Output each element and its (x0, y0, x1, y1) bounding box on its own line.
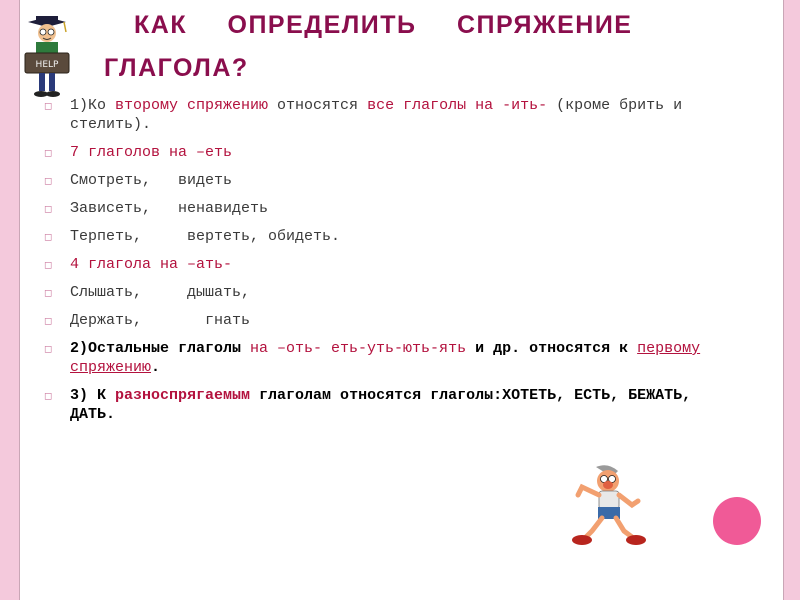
pink-circle-decoration (713, 497, 761, 545)
list-item: ◻ 7 глаголов на –еть (44, 144, 233, 161)
title-line-2: ГЛАГОЛА? (104, 54, 249, 82)
bullet-list (44, 96, 744, 433)
square-bullet-icon: ◻ (44, 288, 53, 299)
list-item: ◻ Смотреть, видеть (44, 172, 233, 189)
list-item: ◻ 3) К разноспрягаемым глаголам относятся глаголы:ХОТЕТЬ, ЕСТЬ, БЕЖАТЬ, ДАТЬ. (44, 387, 692, 423)
square-bullet-icon: ◻ (44, 148, 53, 159)
square-bullet-icon: ◻ (44, 101, 53, 112)
list-item: ◻ Терпеть, вертеть, обидеть. (44, 228, 341, 245)
square-bullet-icon: ◻ (44, 232, 53, 243)
title-line-1: КАК ОПРЕДЕЛИТЬ СПРЯЖЕНИЕ (134, 11, 633, 39)
help-sign-text: HELP (35, 60, 59, 70)
running-man-icon (568, 465, 648, 547)
square-bullet-icon: ◻ (44, 316, 53, 327)
teacher-help-sign-icon (22, 16, 72, 100)
list-item: ◻ 2)Остальные глаголы на –оть- еть-уть-ють-ять и др. относятся к первому спряжению. (44, 340, 701, 376)
list-item: ◻ 1)Ко второму спряжению относятся все глаголы на -ить- (кроме брить и стелить). (44, 97, 683, 133)
list-item: ◻ 4 глагола на –ать- (44, 256, 233, 273)
square-bullet-icon: ◻ (44, 260, 53, 271)
list-item: ◻ Держать, гнать (44, 312, 251, 329)
page-title (104, 4, 744, 90)
square-bullet-icon: ◻ (44, 391, 53, 402)
list-item: ◻ Слышать, дышать, (44, 284, 251, 301)
square-bullet-icon: ◻ (44, 344, 53, 355)
square-bullet-icon: ◻ (44, 176, 53, 187)
square-bullet-icon: ◻ (44, 204, 53, 215)
list-item: ◻ Зависеть, ненавидеть (44, 200, 269, 217)
